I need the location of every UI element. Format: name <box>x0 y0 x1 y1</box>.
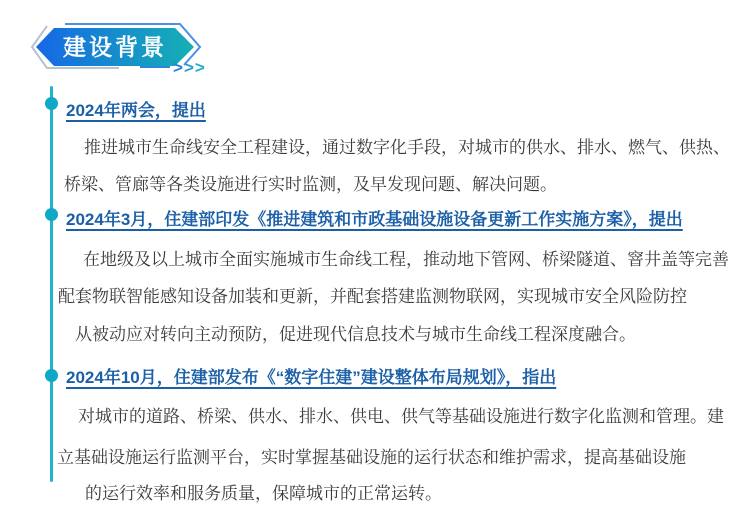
chevron-icon: > <box>194 57 205 77</box>
timeline-heading: 2024年10月，住建部发布《“数字住建”建设整体布局规划》，指出 <box>66 368 557 387</box>
body-line: 立基础设施运行监测平台，实时掌握基础设施的运行状态和维护需求，提高基础设施 <box>57 448 686 467</box>
timeline-line <box>50 86 53 482</box>
timeline-heading: 2024年两会，提出 <box>66 101 206 120</box>
body-line: 的运行效率和服务质量，保障城市的正常运转。 <box>85 484 442 503</box>
timeline-dot <box>45 97 58 110</box>
chevron-icon: > <box>183 57 194 77</box>
timeline-heading: 2024年3月，住建部印发《推进建筑和市政基础设施设备更新工作实施方案》，提出 <box>66 210 683 229</box>
body-line: 对城市的道路、桥梁、供水、排水、供电、供气等基础设施进行数字化监测和管理。建 <box>78 407 724 426</box>
body-line: 从被动应对转向主动预防，促进现代信息技术与城市生命线工程深度融合。 <box>75 325 636 344</box>
chevron-icon: > <box>173 57 183 77</box>
body-line: 桥梁、管廊等各类设施进行实时监测，及早发现问题、解决问题。 <box>64 175 557 194</box>
timeline-dot <box>45 369 58 382</box>
body-line: 推进城市生命线安全工程建设，通过数字化手段，对城市的供水、排水、燃气、供热、 <box>84 138 730 157</box>
body-line: 配套物联智能感知设备加装和更新，并配套搭建监测物联网，实现城市安全风险防控 <box>58 287 687 306</box>
timeline-dot <box>45 208 58 221</box>
triple-chevron-icon <box>140 58 205 76</box>
page-title: 建设背景 <box>63 34 167 60</box>
chevron-dash-icon <box>140 66 170 68</box>
body-line: 在地级及以上城市全面实施城市生命线工程，推动地下管网、桥梁隧道、窨井盖等完善 <box>83 250 729 269</box>
